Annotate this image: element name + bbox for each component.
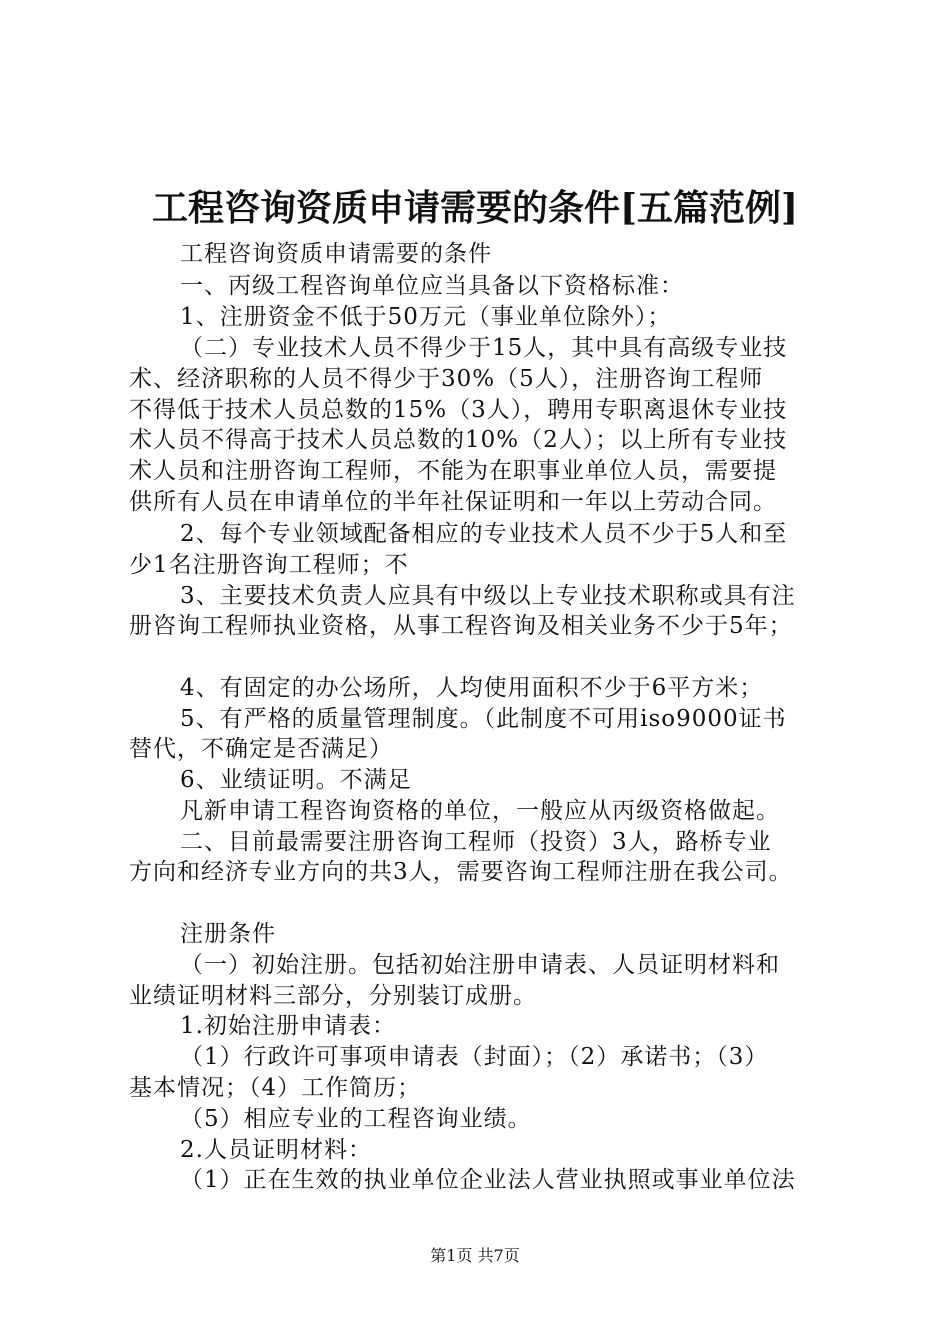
paragraph-line: 基本情况；（4）工作简历； bbox=[129, 1075, 422, 1101]
paragraph-line: 术人员和注册咨询工程师，不能为在职事业单位人员，需要提 bbox=[129, 458, 777, 484]
paragraph-line: 4、有固定的办公场所，人均使用面积不少于6平方米； bbox=[180, 675, 764, 701]
paragraph-line: 少1名注册咨询工程师；不 bbox=[129, 552, 409, 578]
paragraph-line: 业绩证明材料三部分，分别装订成册。 bbox=[129, 983, 537, 1009]
paragraph-line: 凡新申请工程咨询资格的单位，一般应从丙级资格做起。 bbox=[180, 798, 780, 824]
paragraph-line: （5）相应专业的工程咨询业绩。 bbox=[180, 1106, 532, 1132]
paragraph-line: 工程咨询资质申请需要的条件 bbox=[180, 241, 492, 267]
paragraph-line: （一）初始注册。包括初始注册申请表、人员证明材料和 bbox=[180, 952, 780, 978]
paragraph-line: 替代，不确定是否满足） bbox=[129, 736, 393, 762]
paragraph-line: 一、丙级工程咨询单位应当具备以下资格标准： bbox=[180, 273, 684, 299]
paragraph-line: 2.人员证明材料： bbox=[180, 1137, 372, 1163]
paragraph-line: 5、有严格的质量管理制度。（此制度不可用iso9000证书 bbox=[180, 706, 787, 732]
paragraph-line: 1.初始注册申请表： bbox=[180, 1013, 396, 1039]
paragraph-line: 注册条件 bbox=[180, 921, 276, 947]
paragraph-line: 1、注册资金不低于50万元（事业单位除外）； bbox=[180, 304, 672, 330]
paragraph-line: 6、业绩证明。不满足 bbox=[180, 767, 412, 793]
paragraph-line: （1）正在生效的执业单位企业法人营业执照或事业单位法 bbox=[180, 1167, 796, 1193]
page-footer: 第1页 共7页 bbox=[430, 1246, 520, 1265]
paragraph-line: 方向和经济专业方向的共3人，需要咨询工程师注册在我公司。 bbox=[129, 859, 793, 885]
paragraph-line: 供所有人员在申请单位的半年社保证明和一年以上劳动合同。 bbox=[129, 489, 777, 515]
paragraph-line: 2、每个专业领域配备相应的专业技术人员不少于5人和至 bbox=[180, 521, 788, 547]
paragraph-line: 二、目前最需要注册咨询工程师（投资）3人，路桥专业 bbox=[180, 829, 772, 855]
paragraph-line: （1）行政许可事项申请表（封面）；（2）承诺书；（3） bbox=[180, 1044, 769, 1070]
paragraph-line: 术、经济职称的人员不得少于30%（5人），注册咨询工程师 bbox=[129, 366, 764, 392]
paragraph-line: 术人员不得高于技术人员总数的10%（2人）；以上所有专业技 bbox=[129, 427, 788, 453]
paragraph-line: 册咨询工程师执业资格，从事工程咨询及相关业务不少于5年； bbox=[129, 613, 793, 639]
document-title: 工程咨询资质申请需要的条件[五篇范例] bbox=[151, 187, 799, 229]
paragraph-line: 不得低于技术人员总数的15%（3人），聘用专职离退休专业技 bbox=[129, 397, 788, 423]
paragraph-line: 3、主要技术负责人应具有中级以上专业技术职称或具有注 bbox=[180, 583, 796, 609]
paragraph-line: （二）专业技术人员不得少于15人，其中具有高级专业技 bbox=[180, 335, 788, 361]
